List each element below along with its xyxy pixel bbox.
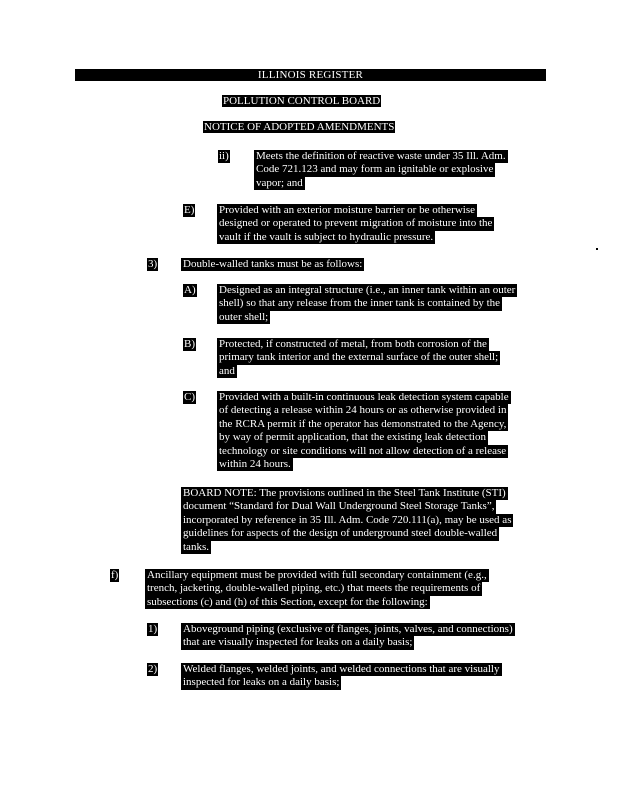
text-line: BOARD NOTE: The provisions outlined in the Steel Tank Institute (STI) bbox=[183, 487, 506, 499]
text-line: subsections (c) and (h) of this Section, except for the following: bbox=[147, 595, 428, 608]
text-line: inspected for leaks on a daily basis; bbox=[183, 676, 340, 689]
text-line: guidelines for aspects of the design of underground steel double-walled bbox=[183, 527, 498, 540]
item-C-label: C) bbox=[184, 391, 195, 403]
item-1-label: 1) bbox=[148, 623, 158, 635]
item-C-text bbox=[217, 391, 511, 471]
item-ii-label: ii) bbox=[219, 150, 229, 162]
item-B-label: B) bbox=[184, 338, 195, 350]
text-line: within 24 hours. bbox=[219, 457, 291, 470]
item-A-label: A) bbox=[184, 284, 196, 296]
text-line: tanks. bbox=[183, 540, 209, 553]
register-title: ILLINOIS REGISTER bbox=[257, 69, 364, 81]
text-line: Provided with an exterior moisture barrier or be otherwise bbox=[219, 204, 475, 216]
board-title: POLLUTION CONTROL BOARD bbox=[223, 95, 381, 107]
text-line: primary tank interior and the external surface of the outer shell; bbox=[219, 351, 499, 364]
text-line: vapor; and bbox=[256, 176, 303, 189]
text-line: Aboveground piping (exclusive of flanges, joints, valves, and connections) bbox=[183, 623, 513, 635]
text-line: Meets the definition of reactive waste under 35 Ill. Adm. bbox=[256, 150, 506, 162]
notice-title: NOTICE OF ADOPTED AMENDMENTS bbox=[204, 121, 395, 133]
text-line: Provided with a built-in continuous leak detection system capable bbox=[219, 391, 509, 403]
text-line: trench, jacketing, double-walled piping, etc.) that meets the requirements of bbox=[147, 582, 481, 595]
item-1-text bbox=[181, 623, 515, 650]
text-line: designed or operated to prevent migration of moisture into the bbox=[219, 217, 493, 230]
item-B-text bbox=[217, 338, 500, 378]
text-line: the RCRA permit if the operator has demonstrated to the Agency, bbox=[219, 417, 507, 430]
item-E-text bbox=[217, 204, 494, 244]
text-line: Double-walled tanks must be as follows: bbox=[183, 258, 363, 270]
text-line: by way of permit application, that the existing leak detection bbox=[219, 431, 486, 444]
text-line: vault if the vault is subject to hydraulic pressure. bbox=[219, 230, 434, 243]
item-f-text bbox=[145, 569, 489, 609]
text-line: Welded flanges, welded joints, and welded connections that are visually bbox=[183, 663, 500, 675]
text-line: of detecting a release within 24 hours or as otherwise provided in bbox=[219, 404, 507, 417]
item-ii-text bbox=[254, 150, 508, 190]
text-line: and bbox=[219, 364, 235, 377]
item-3-text bbox=[181, 258, 364, 271]
board-note bbox=[181, 487, 513, 554]
text-line: Designed as an integral structure (i.e., an inner tank within an outer bbox=[219, 284, 516, 296]
text-line: outer shell; bbox=[219, 310, 269, 323]
item-3-label: 3) bbox=[148, 258, 158, 270]
text-line: shell) so that any release from the inner tank is contained by the bbox=[219, 297, 501, 310]
item-E-label: E) bbox=[184, 204, 195, 216]
text-line: Ancillary equipment must be provided with full secondary containment (e.g., bbox=[147, 569, 487, 581]
text-line: Code 721.123 and may form an ignitable or explosive bbox=[256, 163, 494, 176]
scan-speck bbox=[596, 248, 598, 250]
item-f-label: f) bbox=[111, 569, 119, 581]
text-line: document “Standard for Dual Wall Underground Steel Storage Tanks”, bbox=[183, 500, 495, 513]
text-line: Protected, if constructed of metal, from both corrosion of the bbox=[219, 338, 487, 350]
text-line: incorporated by reference in 35 Ill. Adm. Code 720.111(a), may be used as bbox=[183, 513, 512, 526]
item-A-text bbox=[217, 284, 517, 324]
item-2-label: 2) bbox=[148, 663, 158, 675]
text-line: technology or site conditions will not allow detection of a release bbox=[219, 444, 507, 457]
item-2-text bbox=[181, 663, 502, 690]
text-line: that are visually inspected for leaks on a daily basis; bbox=[183, 636, 413, 649]
